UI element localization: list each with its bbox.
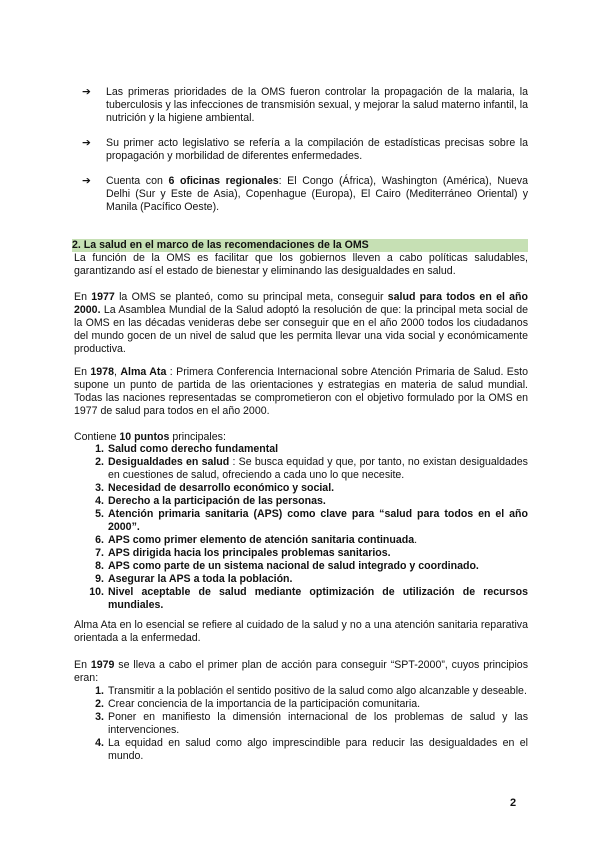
year-1978: 1978 [90,366,114,378]
item-number: 10. [89,586,104,598]
item-number: 4. [95,737,104,749]
bullet-text: Las primeras prioridades de la OMS fueron controlar la propagación de la malaria, la tuberculosis y las infecciones de transmisión sexual, y mejorar la salud materno infantil, la nutrición y la higiene ambiental. [106,86,528,124]
item-bold: Asegurar la APS a toda la población. [108,573,293,585]
item-number: 7. [95,547,104,559]
list-item [88,495,528,508]
item-number: 8. [95,560,104,572]
year-1977: 1977 [91,291,115,303]
item-number: 6. [95,534,104,546]
text: La Asamblea Mundial de la Salud adoptó la resolución de que: la principal meta social de la OMS en las décadas venideras debe ser conseguir que en el año 2000 todos los ciudadanos del mundo gocen de un nivel de salud que les permita llevar una vida social y económicamente productiva. [74,304,528,355]
item-text: Poner en manifiesto la dimensión internacional de los problemas de salud y las intervenciones. [108,711,528,736]
text: : Primera Conferencia Internacional sobre Atención Primaria de Salud. Esto supone un punto de partida de las orientaciones y estrategias en materia de salud mundial. Todas las naciones representadas se comprometieron con el objetivo formulado por la OMS en 1977 de salud para todos en el año 2000. [74,366,529,417]
list-item [88,586,528,612]
item-bold: Atención primaria sanitaria (APS) como clave para “salud para todos en el año 2000”. [108,508,528,533]
list-item [88,443,528,456]
arrow-right-icon: ➔ [82,175,91,187]
list-item [88,482,528,495]
list-item [88,560,528,573]
text: Contiene [74,431,120,443]
points-count: 10 puntos [119,431,170,443]
item-bold: APS como primer elemento de atención sanitaria continuada [108,534,415,546]
item-number: 2. [95,456,104,468]
bullet-item [82,175,528,214]
item-number: 5. [95,508,104,520]
bullet-text-bold: 6 oficinas regionales [168,175,279,187]
item-number: 9. [95,573,104,585]
arrow-right-icon: ➔ [82,86,91,98]
alma-ata-note: Alma Ata en lo esencial se refiere al cuidado de la salud y no a una atención sanitaria reparativa orientada a la enfermedad. [74,619,528,644]
paragraph-1977 [74,291,528,356]
item-number: 4. [95,495,104,507]
item-text: : Se busca equidad y que, por tanto, no existan desigualdades en cuestiones de salud, ofreciendo a cada uno lo que necesite. [108,456,528,481]
section-intro: La función de la OMS es facilitar que los gobiernos lleven a cabo políticas saludables, garantizando así el estado de bienestar y eliminando las desigualdades en salud. [74,252,528,277]
bullet-list [82,86,528,214]
bullet-text: Su primer acto legislativo se refería a la compilación de estadísticas precisas sobre la propagación y morbilidad de diferentes enfermedades. [106,137,528,162]
arrow-right-icon: ➔ [82,137,91,149]
item-bold: Nivel aceptable de salud mediante optimización de utilización de recursos mundiales. [108,586,528,611]
principles-list [88,685,528,763]
text: , [113,366,121,378]
list-item [88,698,528,711]
item-text: Crear conciencia de la importancia de la participación comunitaria. [108,698,421,710]
item-bold: APS dirigida hacia los principales problemas sanitarios. [108,547,391,559]
item-text: Transmitir a la población el sentido positivo de la salud como algo alcanzable y deseable. [108,685,527,697]
paragraph-1978 [74,366,528,418]
list-item [88,711,528,737]
item-number: 3. [95,482,104,494]
text: En [74,366,91,378]
item-bold: Desigualdades en salud [108,456,230,468]
item-bold: Salud como derecho fundamental [108,443,279,455]
text: principales: [169,431,226,443]
item-number: 2. [95,698,104,710]
list-item [88,547,528,560]
points-list [88,443,528,612]
text: En [74,659,91,671]
bullet-text-pre: Cuenta con [106,175,169,187]
item-bold: Necesidad de desarrollo económico y social. [108,482,335,494]
list-item [88,456,528,482]
text: En [74,291,92,303]
item-number: 3. [95,711,104,723]
bullet-text-post: : El Congo (África), Washington (América), Nueva Delhi (Sur y Este de Asia), Copenhague (Europa), El Cairo (Mediterráneo Oriental) y Manila (Pacífico Oeste). [106,175,528,213]
text: se lleva a cabo el primer plan de acción para conseguir “SPT-2000”, cuyos principios eran: [74,659,528,684]
item-bold: APS como parte de un sistema nacional de salud integrado y coordinado. [108,560,479,572]
item-text: La equidad en salud como algo imprescindible para reducir las desigualdades en el mundo. [108,737,528,762]
list-item [88,573,528,586]
item-number: 1. [95,443,104,455]
item-bold: Derecho a la participación de las personas. [108,495,326,507]
bullet-item [82,86,528,125]
list-item [88,508,528,534]
place-alma-ata: Alma Ata [120,366,167,378]
item-number: 1. [95,685,104,697]
list-item [88,534,528,547]
page-number: 2 [510,797,517,809]
item-text: . [414,534,418,546]
goal-text: salud para todos en el año 2000. [74,291,529,316]
text: la OMS se planteó, como su principal meta, conseguir [114,291,388,303]
year-1979: 1979 [90,659,115,671]
paragraph-1979 [74,659,528,685]
list-item [88,685,528,698]
section-heading: 2. La salud en el marco de las recomendaciones de la OMS [72,239,528,252]
list-item [88,737,528,763]
bullet-item [82,137,528,163]
